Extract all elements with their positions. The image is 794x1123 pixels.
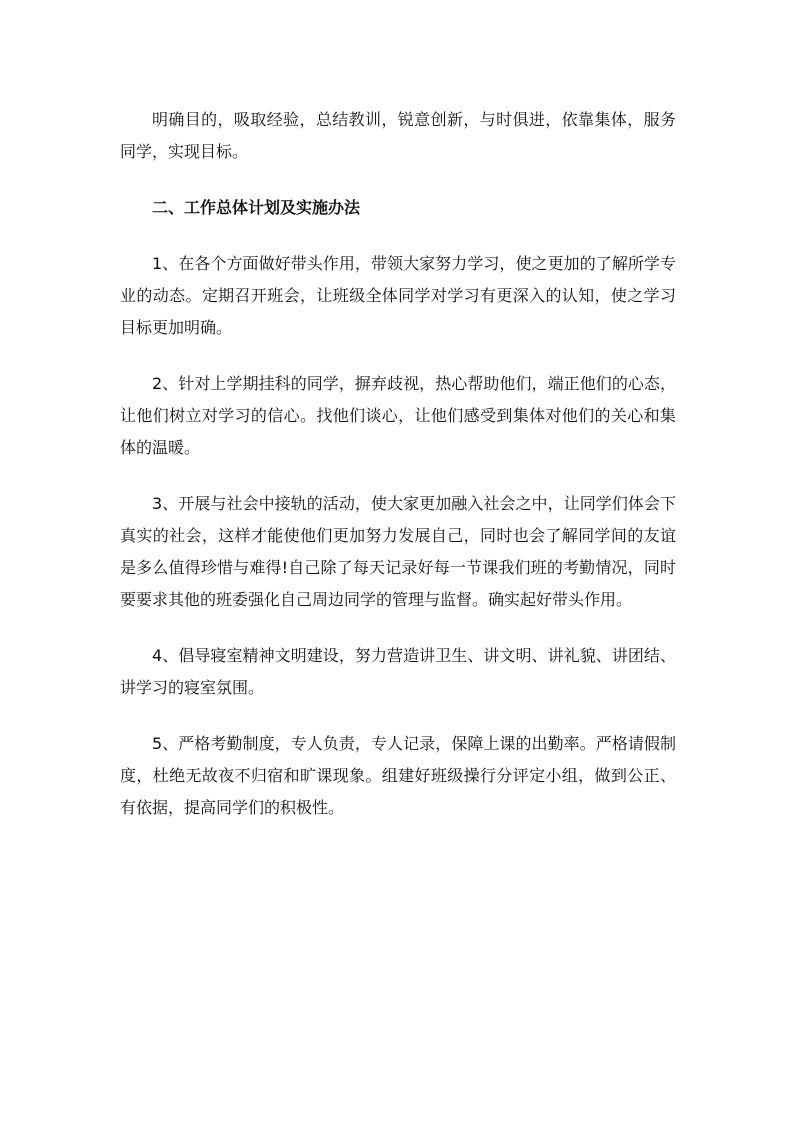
- section-heading: 二、工作总体计划及实施办法: [152, 198, 361, 217]
- paragraph-item-4: 4、倡导寝室精神文明建设，努力营造讲卫生、讲文明、讲礼貌、讲团结、讲学习的寝室氛围。: [120, 646, 676, 697]
- paragraph-item-5: 5、严格考勤制度，专人负责，专人记录，保障上课的出勤率。严格请假制度，杜绝无故夜不归宿和旷课现象。组建好班级操行分评定小组，做到公正、有依据，提高同学们的积极性。: [120, 734, 676, 817]
- paragraph-item-2: 2、针对上学期挂科的同学，摒弃歧视，热心帮助他们，端正他们的心态，让他们树立对学习的信心。找他们谈心，让他们感受到集体对他们的关心和集体的温暖。: [120, 374, 676, 457]
- paragraph-intro: 明确目的，吸取经验，总结教训，锐意创新，与时俱进，依靠集体，服务同学，实现目标。: [120, 110, 676, 161]
- paragraph-item-3: 3、开展与社会中接轨的活动，使大家更加融入社会之中，让同学们体会下真实的社会，这样才能使他们更加努力发展自己，同时也会了解同学间的友谊是多么值得珍惜与难得!自己除了每天记录好每一节课我们班的考勤情况，同时要要求其他的班委强化自己周边同学的管理与监督。确实起好带头作用。: [120, 494, 676, 609]
- paragraph-item-1: 1、在各个方面做好带头作用，带领大家努力学习，使之更加的了解所学专业的动态。定期召开班会，让班级全体同学对学习有更深入的认知，使之学习目标更加明确。: [120, 254, 676, 337]
- document-body: [120, 104, 676, 848]
